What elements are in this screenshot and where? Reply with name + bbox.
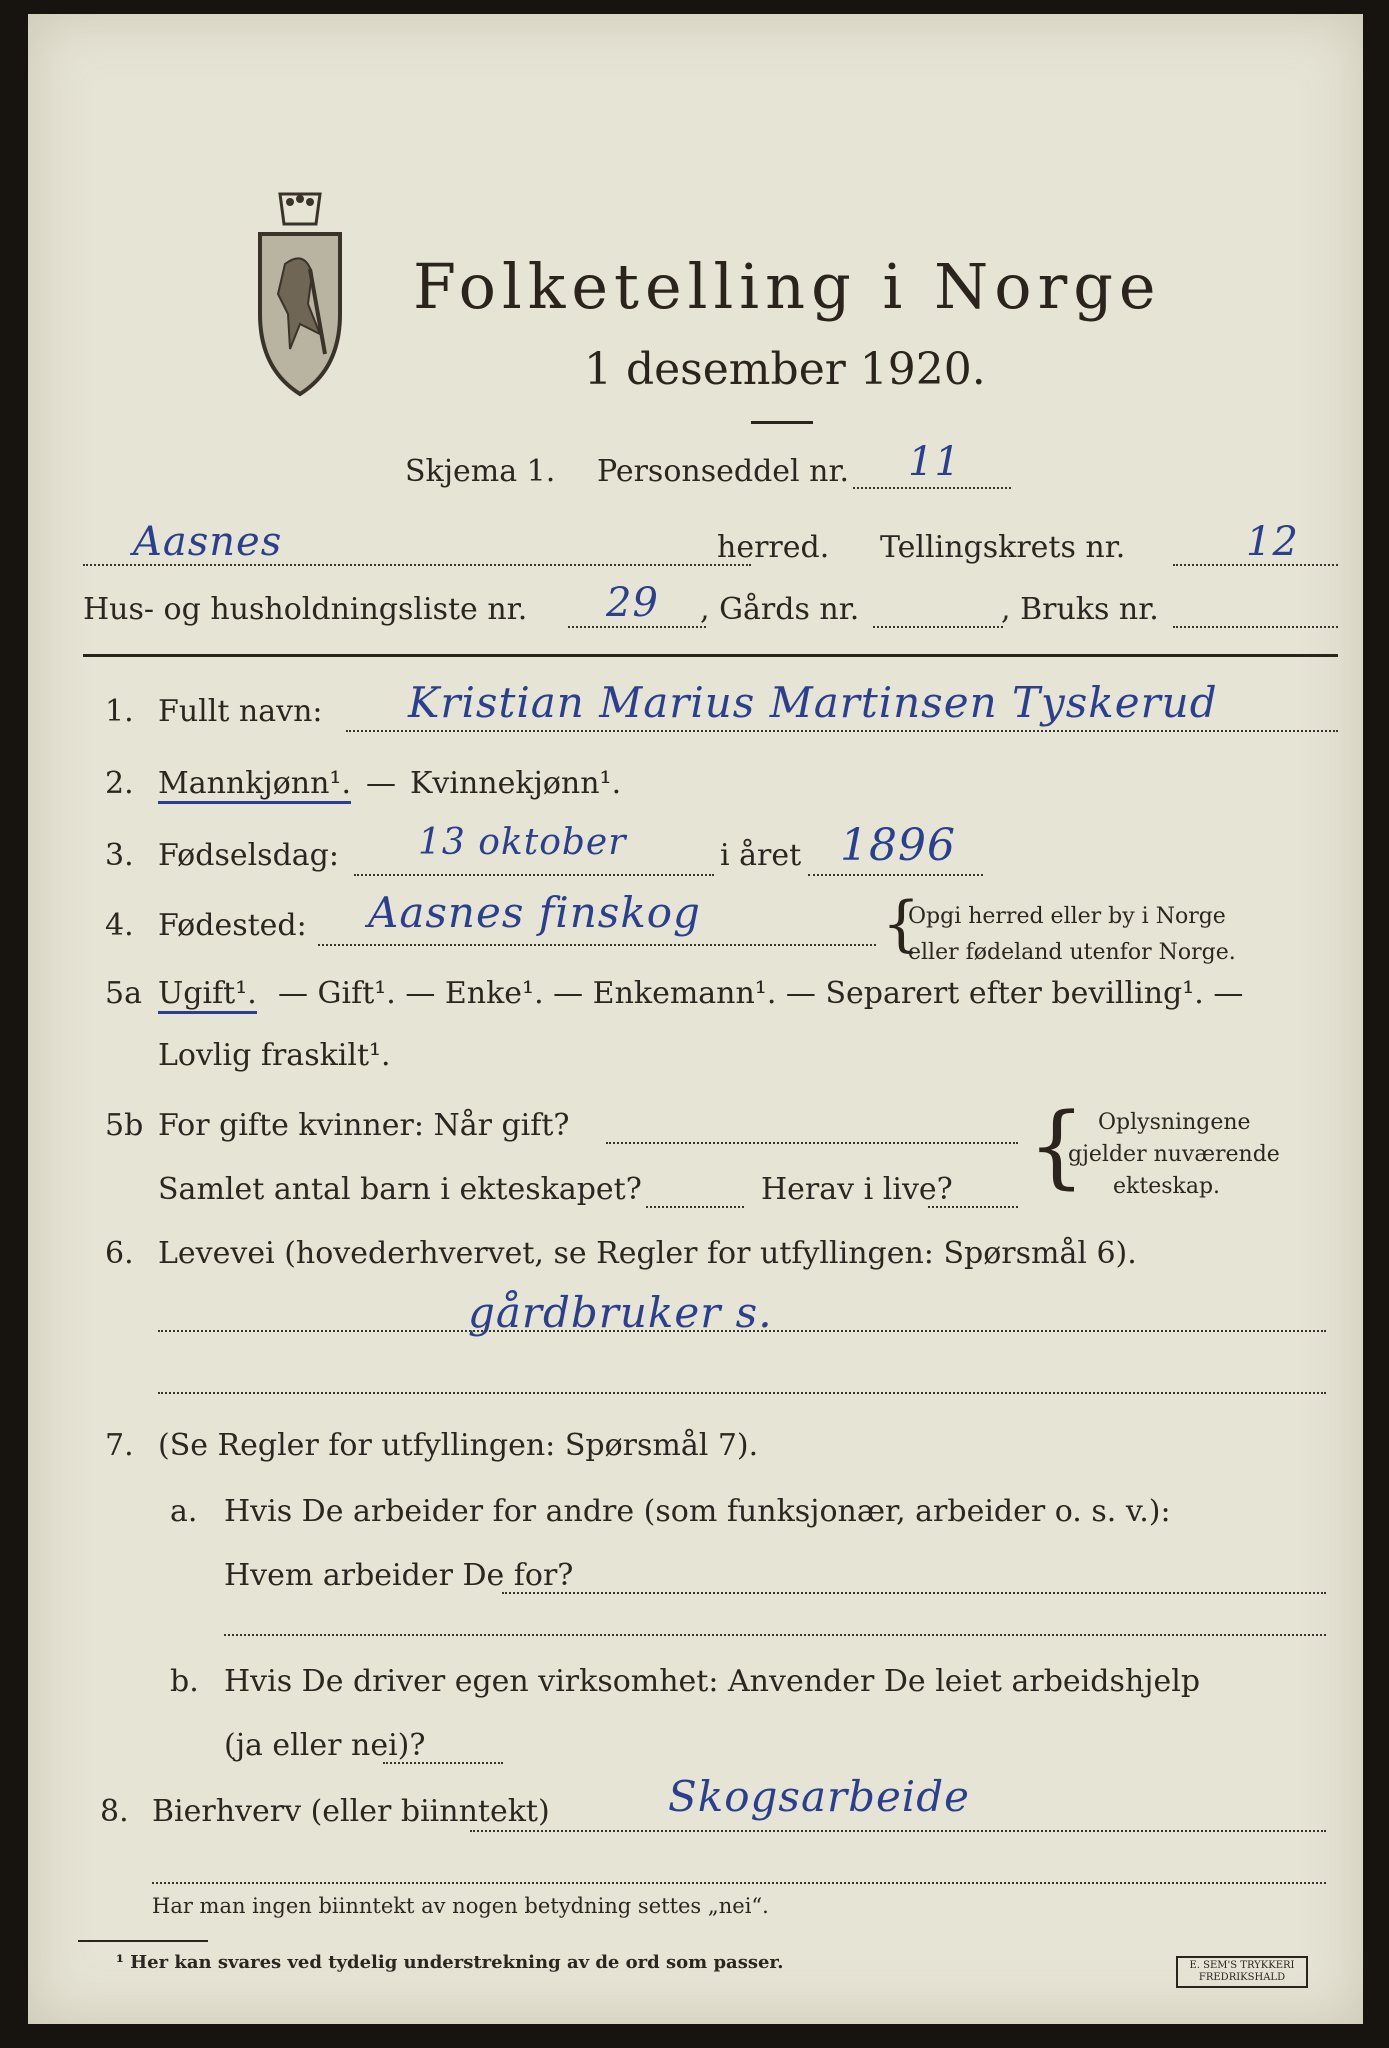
q7b-text: Hvis De driver egen virksomhet: Anvender De leiet arbeidshjelp [224,1664,1201,1699]
herred-value[interactable]: Aasnes [133,519,283,565]
title-divider [751,421,813,424]
q5b-label-3: Herav i live? [761,1172,953,1207]
employer-line [502,1592,1326,1594]
q5b-label-1: For gifte kvinner: Når gift? [158,1108,570,1143]
q8-label: Bierhverv (eller biinntekt) [152,1794,550,1829]
norwegian-coat-of-arms-icon [250,184,350,404]
footnote: ¹ Her kan svares ved tydelig understrekning av de ord som passer. [116,1952,784,1973]
q1-label: Fullt navn: [158,694,323,729]
gards-label: , Gårds nr. [700,592,860,627]
q3-line [354,874,714,876]
q6-label: Levevei (hovederhvervet, se Regler for utfyllingen: Spørsmål 6). [158,1236,1137,1271]
q1-line [346,730,1338,732]
printer-stamp: E. SEM'S TRYKKERI FREDRIKSHALD [1176,1956,1308,1988]
q4-note-1: Opgi herred eller by i Norge [908,904,1226,929]
q3-label: Fødselsdag: [158,838,339,873]
marital-options[interactable]: — Gift¹. — Enke¹. — Enkemann¹. — Separert efter bevilling¹. — [278,976,1244,1011]
q8-line [470,1830,1326,1832]
census-date: 1 desember 1920. [584,344,986,395]
male-option[interactable]: Mannkjønn¹. [158,766,351,804]
q6-line-1 [158,1330,1326,1332]
bruks-label: , Bruks nr. [1001,592,1159,627]
q5b-note-2: gjelder nuværende [1068,1142,1280,1167]
q7a-text: Hvis De arbeider for andre (som funksjonær, arbeider o. s. v.): [224,1494,1171,1529]
footnote-rule [78,1940,208,1942]
tellingskrets-label: Tellingskrets nr. [880,530,1126,565]
personseddel-label: Personseddel nr. [597,454,850,489]
children-line [646,1206,744,1208]
q5b-label-2: Samlet antal barn i ekteskapet? [158,1172,642,1207]
q4-number: 4. [105,908,134,943]
q7a-question: Hvem arbeider De for? [224,1558,574,1593]
side-income-note: Har man ingen biinntekt av nogen betydning settes „nei“. [152,1894,769,1918]
employer-line-2 [224,1634,1326,1636]
q5a-number: 5a [105,976,142,1011]
census-form-page [28,14,1363,2024]
hus-value[interactable]: 29 [606,580,659,626]
q7b-letter: b. [170,1664,199,1699]
full-name-value[interactable]: Kristian Marius Martinsen Tyskerud [408,678,1218,727]
q8-number: 8. [100,1794,129,1829]
gards-line [873,626,1003,628]
married-when-line [606,1142,1018,1144]
birth-year-value[interactable]: 1896 [840,820,956,871]
q4-note-2: eller fødeland utenfor Norge. [908,940,1236,965]
q7-label: (Se Regler for utfyllingen: Spørsmål 7). [158,1428,759,1463]
birthplace-value[interactable]: Aasnes finskog [368,888,701,937]
q4-line [318,944,876,946]
q5b-note-1: Oplysningene [1098,1110,1251,1135]
side-occupation-value[interactable]: Skogsarbeide [668,1772,970,1821]
herred-label: herred. [717,530,830,565]
tellingskrets-value[interactable]: 12 [1246,519,1299,565]
q6-number: 6. [105,1236,134,1271]
q2-dash: — [366,766,396,801]
q4-label: Fødested: [158,908,307,943]
q7-number: 7. [105,1428,134,1463]
q3-number: 3. [105,838,134,873]
q8-line-2 [152,1882,1326,1884]
personseddel-line [853,487,1011,489]
q1-number: 1. [105,694,134,729]
personseddel-value[interactable]: 11 [908,439,961,485]
q5b-note-3: ekteskap. [1113,1174,1221,1199]
occupation-value[interactable]: gårdbruker s. [468,1288,773,1337]
q5b-brace: { [1028,1094,1086,1199]
birthday-value[interactable]: 13 oktober [418,822,627,863]
skjema-label: Skjema 1. [405,454,556,489]
q7a-letter: a. [170,1494,198,1529]
q5b-number: 5b [105,1108,144,1143]
q2-number: 2. [105,766,134,801]
q6-line-2 [158,1392,1326,1394]
bruks-line [1173,626,1338,628]
form-title: Folketelling i Norge [413,250,1162,323]
hus-label: Hus- og husholdningsliste nr. [83,592,528,627]
hired-help-line [383,1762,503,1764]
unmarried-option[interactable]: Ugift¹. [158,976,257,1014]
header-rule [83,654,1338,657]
alive-line [928,1206,1018,1208]
hus-line [568,626,706,628]
year-label: i året [720,838,802,873]
q7b-question: (ja eller nei)? [224,1728,426,1763]
year-line [808,874,983,876]
q4-brace: { [882,889,921,959]
female-option[interactable]: Kvinnekjønn¹. [410,766,622,801]
divorced-option[interactable]: Lovlig fraskilt¹. [158,1038,391,1073]
